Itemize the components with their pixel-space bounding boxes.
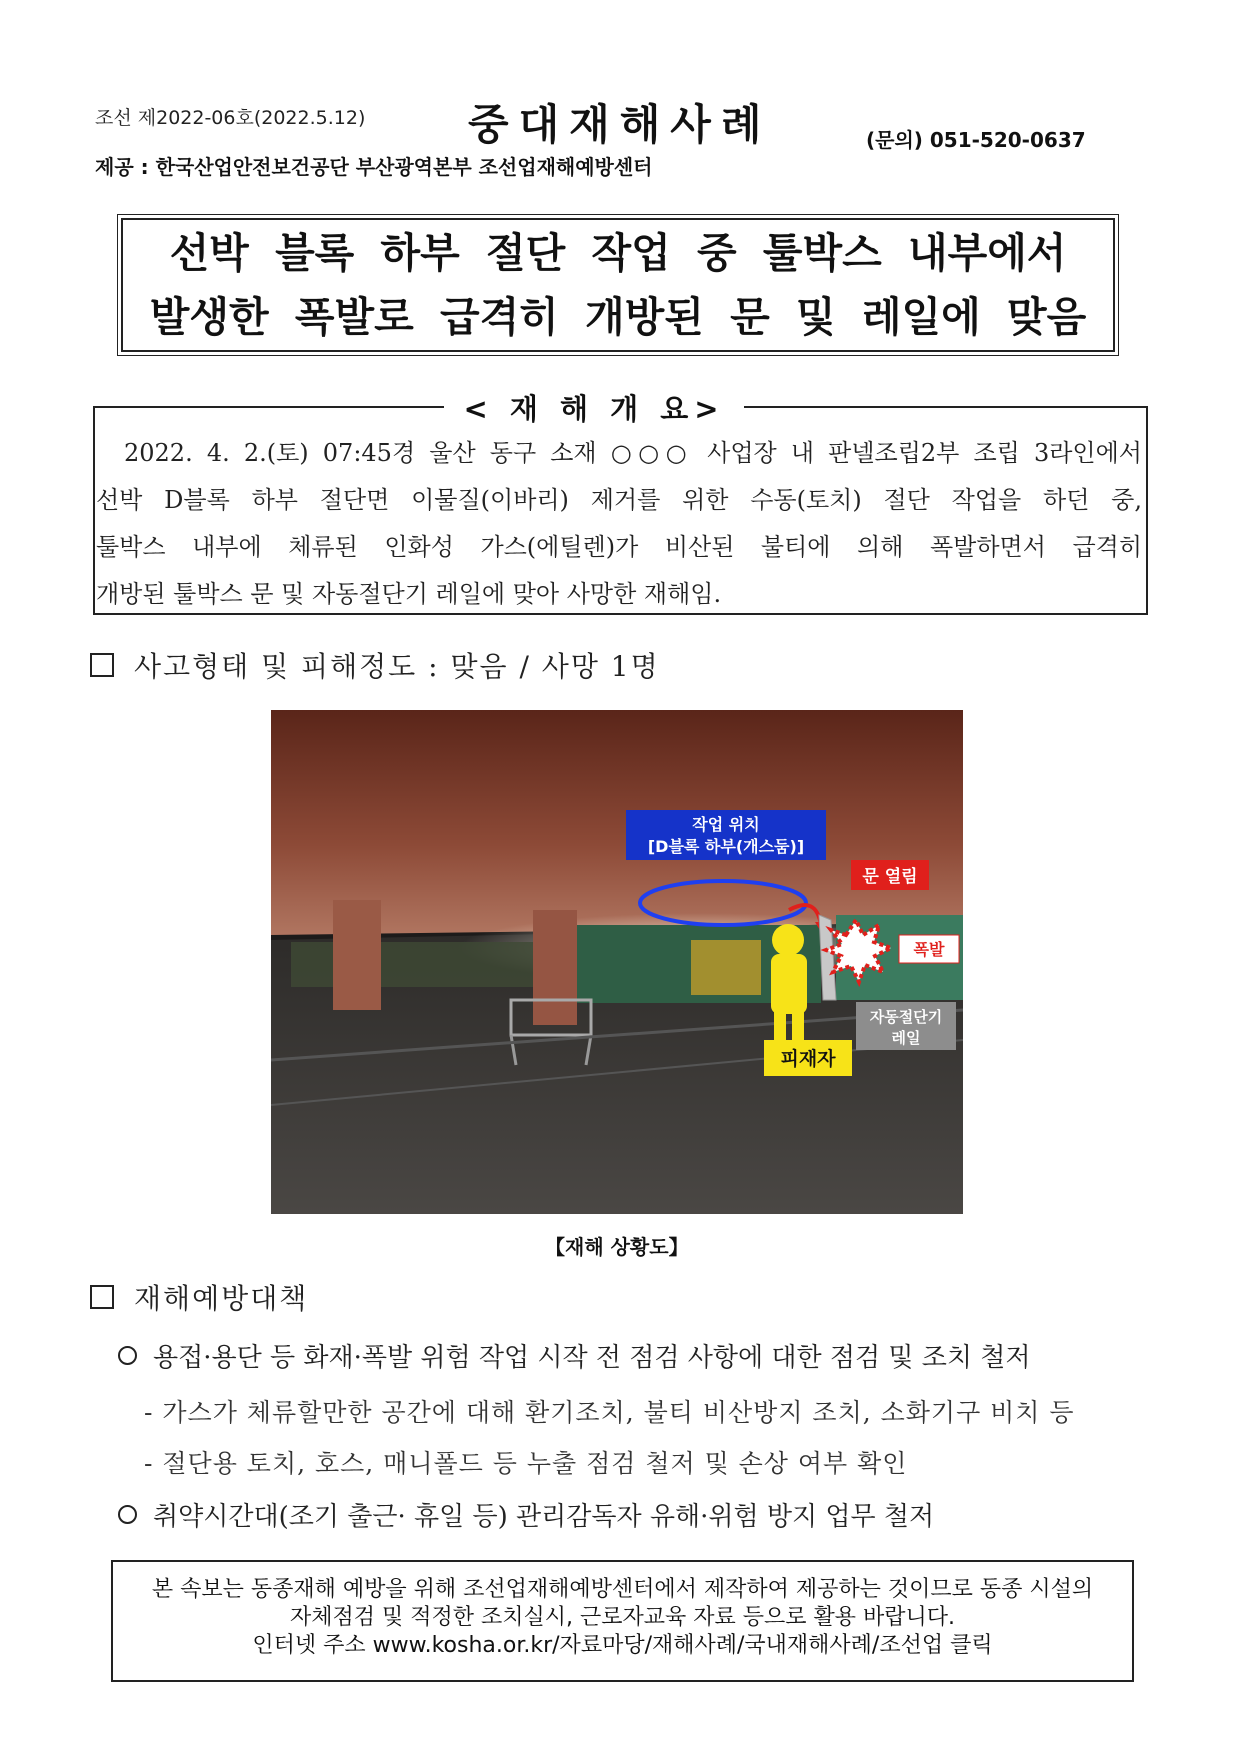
prevention-item-2-text: 취약시간대(조기 출근· 휴일 등) 관리감독자 유해·위험 방지 업무 철저	[153, 1502, 935, 1532]
accident-scene-photo	[271, 710, 963, 1214]
provider-line: 제공 : 한국산업안전보건공단 부산광역본부 조선업재해예방센터	[95, 155, 653, 179]
overview-line: 선박 D블록 하부 절단면 이물질(이바리) 제거를 위한 수동(토치) 절단 작업을 하던 중,	[96, 486, 1142, 514]
prevention-item-1-text: 용접·용단 등 화재·폭발 위험 작업 시작 전 점검 사항에 대한 점검 및 조치 철저	[153, 1343, 1031, 1373]
prevention-item-1-sub-1: - 가스가 체류할만한 공간에 대해 환기조치, 불티 비산방지 조치, 소화기구 비치 등	[144, 1398, 1075, 1427]
headline-box	[121, 218, 1115, 352]
pillar	[533, 910, 577, 1025]
circle-bullet-icon	[118, 1505, 137, 1524]
prevention-heading: 재해예방대책	[134, 1282, 309, 1315]
prevention-item-1-sub-2: - 절단용 토치, 호스, 매니폴드 등 누출 점검 철저 및 손상 여부 확인	[144, 1449, 908, 1478]
overview-text	[96, 430, 1142, 618]
overview-line: 2022. 4. 2.(토) 07:45경 울산 동구 소재 ○○○ 사업장 내 판넬조립2부 조립 3라인에서	[124, 439, 1142, 467]
accident-type-section	[90, 645, 660, 685]
notice-box	[111, 1560, 1134, 1682]
document-title: 중대재해사례	[468, 100, 772, 149]
prevention-item-1	[118, 1337, 1030, 1374]
rail-text-1: 자동절단기	[869, 1008, 943, 1026]
overview-line: 개방된 툴박스 문 및 자동절단기 레일에 맞아 사망한 재해임.	[96, 580, 722, 608]
accident-type-label: 사고형태 및 피해정도 : 맞음 / 사망 1명	[134, 650, 660, 683]
door-open-text: 문 열림	[862, 867, 918, 887]
figure-caption: 【재해 상황도】	[545, 1235, 689, 1259]
victim-text: 피재자	[780, 1048, 836, 1070]
headline-line-1: 선박 블록 하부 절단 작업 중 툴박스 내부에서	[169, 229, 1067, 277]
work-position-text: 작업 위치	[692, 815, 760, 834]
prevention-section	[90, 1277, 308, 1317]
circle-bullet-icon	[118, 1346, 137, 1365]
pillar	[333, 900, 381, 1010]
overview-label: < 재 해 개 요>	[444, 387, 744, 428]
headline-line-2: 발생한 폭발로 급격히 개방된 문 및 레일에 맞음	[149, 293, 1087, 341]
notice-line-1: 본 속보는 동종재해 예방을 위해 조선업재해예방센터에서 제작하여 제공하는 것이므로 동종 시설의	[151, 1577, 1094, 1602]
overview-line: 툴박스 내부에 체류된 인화성 가스(에틸렌)가 비산된 불티에 의해 폭발하면서 급격히	[96, 533, 1142, 561]
contact-phone: (문의) 051-520-0637	[866, 128, 1086, 152]
scene-illustration	[271, 710, 963, 1214]
checkbox-square-icon	[90, 1285, 114, 1309]
issue-number: 조선 제2022-06호(2022.5.12)	[95, 107, 366, 129]
rail-text-2: 레일	[891, 1029, 921, 1047]
explosion-text: 폭발	[913, 940, 945, 959]
prevention-item-2	[118, 1496, 934, 1533]
checkbox-square-icon	[90, 653, 114, 677]
work-position-detail: [D블록 하부(개스둠)]	[647, 837, 805, 856]
notice-line-3: 인터넷 주소 www.kosha.or.kr/자료마당/재해사례/국내재해사례/조선업 클릭	[252, 1633, 993, 1658]
victim-figure	[772, 924, 804, 956]
notice-line-2: 자체점검 및 적정한 조치실시, 근로자교육 자료 등으로 활용 바랍니다.	[290, 1605, 955, 1630]
